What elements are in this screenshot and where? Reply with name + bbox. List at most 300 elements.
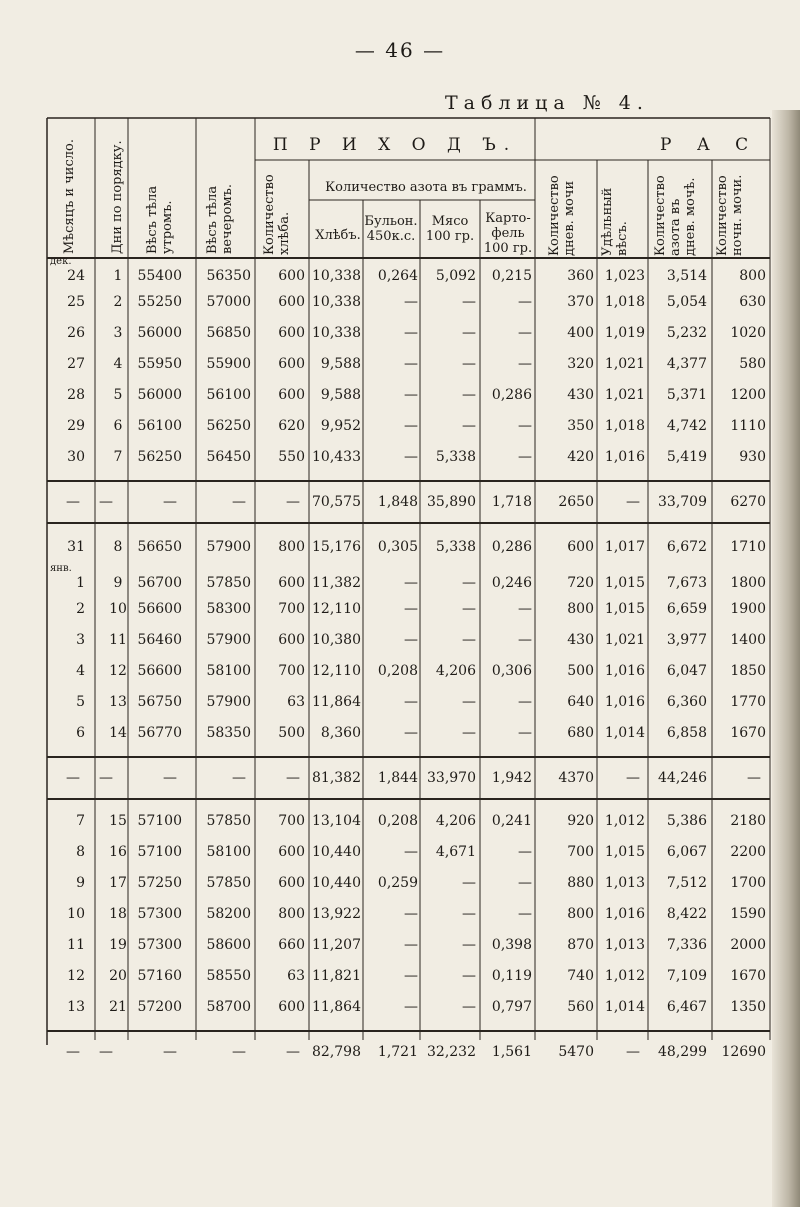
header-bread-qty: Количество хлѣба. [262,174,292,255]
cell-bread: 700 [278,601,305,617]
cell-potato: 0,286 [491,387,532,403]
cell-sg: 1,013 [604,937,645,953]
cell-broth: — [404,356,418,372]
cell-nu: 3,977 [666,632,707,648]
header-ras: Р А С [660,135,759,155]
month-label: янв. [50,563,72,574]
cell-night: 1670 [730,725,766,741]
cell-nu: 7,512 [666,875,707,891]
header-specific-gravity: Удѣльный вѣсъ. [600,187,630,256]
cell-broth: — [404,632,418,648]
cell-nu: 8,422 [666,906,707,922]
total-nu: 33,709 [658,494,707,510]
cell-bread: 700 [278,813,305,829]
cell-date: 24 [67,268,85,284]
cell-meat: — [462,999,476,1015]
cell-broth: — [404,449,418,465]
cell-bn: 9,588 [320,387,361,403]
total-meat: 32,232 [427,1044,476,1060]
cell-nu: 5,371 [666,387,707,403]
header-prikhod: П Р И Х О Д Ъ. [272,135,518,155]
cell-bn: 13,922 [312,906,361,922]
total-bread: — [286,770,300,786]
cell-bn: 11,864 [312,999,361,1015]
cell-bread: 600 [278,875,305,891]
cell-wm: 57200 [137,999,182,1015]
cell-potato: — [518,906,532,922]
cell-day: 20 [109,968,127,984]
total-potato: 1,718 [491,494,532,510]
cell-meat: — [462,294,476,310]
total-meat: 33,970 [427,770,476,786]
cell-date: 26 [67,325,85,341]
cell-meat: 5,338 [435,539,476,555]
cell-bn: 10,338 [312,325,361,341]
cell-wm: 57100 [137,844,182,860]
cell-bn: 10,380 [312,632,361,648]
total-we: — [232,494,246,510]
cell-potato: — [518,875,532,891]
cell-wm: 56600 [137,601,182,617]
total-wm: — [163,494,177,510]
cell-potato: 0,306 [491,663,532,679]
cell-night: 1020 [730,325,766,341]
cell-broth: — [404,387,418,403]
cell-sg: 1,012 [604,968,645,984]
cell-date: 2 [76,601,85,617]
cell-bread: 600 [278,387,305,403]
cell-bn: 10,440 [312,875,361,891]
cell-bread: 550 [278,449,305,465]
cell-meat: — [462,968,476,984]
cell-date: 5 [76,694,85,710]
cell-sg: 1,019 [604,325,645,341]
cell-bn: 12,110 [312,601,361,617]
total-bn: 81,382 [312,770,361,786]
cell-night: 580 [739,356,766,372]
cell-bn: 10,440 [312,844,361,860]
cell-we: 58700 [206,999,251,1015]
cell-wm: 56000 [137,325,182,341]
cell-nu: 6,672 [666,539,707,555]
cell-nu: 5,386 [666,813,707,829]
cell-day: 2 [113,294,123,310]
header-day-order: Дни по порядку. [110,140,125,254]
cell-urine: 430 [567,632,594,648]
cell-bn: 8,360 [320,725,361,741]
cell-wm: 56650 [137,539,182,555]
cell-potato: 0,398 [491,937,532,953]
cell-night: 1590 [730,906,766,922]
cell-day: 9 [113,575,123,591]
cell-sg: 1,016 [604,449,645,465]
cell-sg: 1,018 [604,294,645,310]
cell-potato: — [518,601,532,617]
page-number: — 46 — [354,38,446,62]
cell-date: 29 [67,418,85,434]
cell-bread: 63 [287,968,305,984]
cell-wm: 56770 [137,725,182,741]
cell-date: 7 [76,813,85,829]
cell-wm: 55250 [137,294,182,310]
cell-sg: 1,012 [604,813,645,829]
cell-potato: — [518,418,532,434]
cell-bread: 800 [278,539,305,555]
cell-potato: — [518,694,532,710]
cell-nu: 6,659 [666,601,707,617]
cell-potato: 0,246 [491,575,532,591]
cell-we: 56450 [206,449,251,465]
cell-wm: 56600 [137,663,182,679]
cell-bn: 9,952 [320,418,361,434]
cell-we: 56850 [206,325,251,341]
cell-night: 1670 [730,968,766,984]
cell-urine: 320 [567,356,594,372]
cell-night: 1110 [730,418,766,434]
cell-sg: 1,017 [604,539,645,555]
cell-date: 25 [67,294,85,310]
cell-meat: — [462,325,476,341]
cell-potato: 0,797 [491,999,532,1015]
cell-bread: 500 [278,725,305,741]
cell-nu: 6,360 [666,694,707,710]
cell-potato: 0,286 [491,539,532,555]
cell-broth: 0,305 [377,539,418,555]
cell-bread: 600 [278,268,305,284]
cell-urine: 870 [567,937,594,953]
cell-sg: 1,013 [604,875,645,891]
total-bn: 70,575 [312,494,361,510]
header-weight-morning: Вѣсъ тѣла утромъ. [145,185,175,254]
cell-bn: 10,433 [312,449,361,465]
total-sg: — [626,770,640,786]
cell-night: 1900 [730,601,766,617]
cell-day: 8 [113,539,123,555]
cell-we: 57850 [206,813,251,829]
cell-urine: 400 [567,325,594,341]
cell-broth: 0,208 [377,663,418,679]
cell-bread: 600 [278,632,305,648]
cell-nu: 7,673 [666,575,707,591]
cell-date: 1 [76,575,85,591]
total-potato: 1,942 [491,770,532,786]
cell-urine: 350 [567,418,594,434]
cell-bn: 11,821 [312,968,361,984]
cell-wm: 56100 [137,418,182,434]
cell-night: 1770 [730,694,766,710]
cell-we: 58100 [206,844,251,860]
cell-date: 30 [67,449,85,465]
cell-broth: — [404,575,418,591]
cell-broth: 0,259 [377,875,418,891]
cell-meat: — [462,694,476,710]
cell-nu: 5,419 [666,449,707,465]
cell-wm: 56750 [137,694,182,710]
cell-we: 58600 [206,937,251,953]
cell-we: 55900 [206,356,251,372]
cell-nu: 6,047 [666,663,707,679]
cell-bread: 63 [287,694,305,710]
cell-wm: 57300 [137,906,182,922]
cell-nu: 5,232 [666,325,707,341]
cell-day: 21 [109,999,127,1015]
cell-potato: 0,119 [491,968,532,984]
cell-meat: 5,092 [435,268,476,284]
cell-urine: 430 [567,387,594,403]
cell-bread: 700 [278,663,305,679]
total-bn: 82,798 [312,1044,361,1060]
cell-bn: 10,338 [312,294,361,310]
header-urine-day: Количество днев. мочи [547,175,577,256]
cell-nu: 3,514 [666,268,707,284]
cell-bn: 9,588 [320,356,361,372]
cell-broth: — [404,999,418,1015]
cell-potato: 0,241 [491,813,532,829]
cell-day: 6 [113,418,123,434]
cell-sg: 1,021 [604,356,645,372]
cell-we: 58200 [206,906,251,922]
cell-night: 1400 [730,632,766,648]
cell-meat: — [462,575,476,591]
cell-nu: 6,858 [666,725,707,741]
total-night: 12690 [721,1044,766,1060]
cell-wm: 56000 [137,387,182,403]
cell-bread: 800 [278,906,305,922]
cell-we: 58350 [206,725,251,741]
cell-urine: 600 [567,539,594,555]
cell-bread: 600 [278,356,305,372]
cell-day: 11 [109,632,127,648]
cell-we: 58300 [206,601,251,617]
cell-bn: 10,338 [312,268,361,284]
cell-sg: 1,023 [604,268,645,284]
cell-bn: 12,110 [312,663,361,679]
cell-we: 57900 [206,632,251,648]
total-wm: — [163,1044,177,1060]
total-date: — [66,1044,80,1060]
cell-date: 3 [76,632,85,648]
cell-night: 1710 [730,539,766,555]
cell-potato: — [518,294,532,310]
cell-we: 58550 [206,968,251,984]
total-we: — [232,1044,246,1060]
cell-urine: 800 [567,601,594,617]
cell-nu: 7,109 [666,968,707,984]
cell-urine: 360 [567,268,594,284]
header-nitrogen-group: Количество азота въ граммъ. [325,180,527,195]
cell-night: 2200 [730,844,766,860]
cell-day: 12 [109,663,127,679]
cell-sg: 1,015 [604,575,645,591]
cell-broth: — [404,418,418,434]
cell-day: 19 [109,937,127,953]
total-meat: 35,890 [427,494,476,510]
total-day: — [99,1044,113,1060]
cell-meat: — [462,601,476,617]
cell-potato: — [518,356,532,372]
cell-sg: 1,021 [604,387,645,403]
cell-urine: 880 [567,875,594,891]
cell-night: 2180 [730,813,766,829]
total-night: — [747,770,761,786]
cell-night: 630 [739,294,766,310]
cell-we: 57000 [206,294,251,310]
cell-we: 57850 [206,575,251,591]
cell-night: 1200 [730,387,766,403]
cell-meat: — [462,387,476,403]
cell-sg: 1,015 [604,844,645,860]
cell-night: 1850 [730,663,766,679]
cell-bn: 13,104 [312,813,361,829]
header-potato-n: Карто-фель 100 гр. [483,211,533,256]
total-nu: 48,299 [658,1044,707,1060]
cell-broth: — [404,601,418,617]
cell-wm: 56700 [137,575,182,591]
cell-broth: 0,264 [377,268,418,284]
cell-nu: 5,054 [666,294,707,310]
cell-date: 10 [67,906,85,922]
total-bread: — [286,1044,300,1060]
cell-broth: — [404,844,418,860]
cell-we: 57850 [206,875,251,891]
cell-date: 4 [76,663,85,679]
cell-day: 15 [109,813,127,829]
cell-broth: — [404,968,418,984]
total-day: — [99,494,113,510]
cell-urine: 700 [567,844,594,860]
cell-date: 27 [67,356,85,372]
cell-day: 10 [109,601,127,617]
header-broth-n: Бульон. 450к.с. [364,214,418,244]
cell-meat: 4,671 [435,844,476,860]
cell-sg: 1,016 [604,906,645,922]
cell-bn: 11,864 [312,694,361,710]
cell-day: 5 [113,387,123,403]
cell-meat: — [462,937,476,953]
cell-date: 6 [76,725,85,741]
cell-wm: 55950 [137,356,182,372]
page-edge-shadow [772,110,800,1207]
total-wm: — [163,770,177,786]
cell-urine: 800 [567,906,594,922]
total-sg: — [626,494,640,510]
total-urine: 2650 [558,494,594,510]
cell-potato: — [518,844,532,860]
cell-date: 11 [67,937,85,953]
cell-day: 14 [109,725,127,741]
cell-broth: 0,208 [377,813,418,829]
cell-bread: 660 [278,937,305,953]
cell-day: 4 [113,356,123,372]
cell-wm: 57160 [137,968,182,984]
cell-date: 9 [76,875,85,891]
cell-broth: — [404,725,418,741]
cell-bread: 600 [278,575,305,591]
total-bread: — [286,494,300,510]
total-date: — [66,494,80,510]
cell-meat: — [462,906,476,922]
cell-potato: — [518,325,532,341]
cell-urine: 420 [567,449,594,465]
cell-urine: 920 [567,813,594,829]
cell-urine: 500 [567,663,594,679]
cell-sg: 1,021 [604,632,645,648]
cell-day: 18 [109,906,127,922]
total-potato: 1,561 [491,1044,532,1060]
total-sg: — [626,1044,640,1060]
cell-day: 16 [109,844,127,860]
cell-sg: 1,015 [604,601,645,617]
cell-bread: 600 [278,999,305,1015]
cell-sg: 1,014 [604,999,645,1015]
total-night: 6270 [730,494,766,510]
cell-bread: 620 [278,418,305,434]
cell-we: 56100 [206,387,251,403]
cell-broth: — [404,325,418,341]
cell-we: 56350 [206,268,251,284]
cell-meat: 5,338 [435,449,476,465]
cell-bn: 11,382 [312,575,361,591]
cell-night: 1800 [730,575,766,591]
cell-urine: 640 [567,694,594,710]
cell-meat: 4,206 [435,813,476,829]
cell-date: 28 [67,387,85,403]
cell-urine: 370 [567,294,594,310]
cell-day: 3 [113,325,123,341]
total-nu: 44,246 [658,770,707,786]
total-date: — [66,770,80,786]
cell-wm: 56460 [137,632,182,648]
cell-day: 1 [113,268,123,284]
header-month-day: Мѣсяцъ и число. [62,139,77,254]
cell-bn: 15,176 [312,539,361,555]
cell-bn: 11,207 [312,937,361,953]
cell-broth: — [404,906,418,922]
cell-day: 17 [109,875,127,891]
cell-night: 800 [739,268,766,284]
cell-meat: — [462,725,476,741]
total-day: — [99,770,113,786]
cell-broth: — [404,294,418,310]
cell-day: 13 [109,694,127,710]
header-meat-n: Мясо 100 гр. [425,214,475,244]
cell-night: 930 [739,449,766,465]
cell-bread: 600 [278,325,305,341]
cell-meat: — [462,875,476,891]
cell-date: 8 [76,844,85,860]
cell-date: 13 [67,999,85,1015]
total-we: — [232,770,246,786]
cell-we: 57900 [206,539,251,555]
total-broth: 1,721 [377,1044,418,1060]
cell-broth: — [404,694,418,710]
cell-meat: — [462,356,476,372]
cell-sg: 1,016 [604,694,645,710]
cell-wm: 56250 [137,449,182,465]
cell-wm: 57250 [137,875,182,891]
header-weight-evening: Вѣсъ тѣла вечеромъ. [205,184,235,254]
cell-we: 57900 [206,694,251,710]
cell-we: 58100 [206,663,251,679]
total-urine: 4370 [558,770,594,786]
header-urine-night: Количество ночн. мочи. [715,174,745,256]
cell-potato: — [518,632,532,648]
cell-meat: — [462,418,476,434]
cell-nu: 7,336 [666,937,707,953]
cell-nu: 6,067 [666,844,707,860]
cell-meat: — [462,632,476,648]
cell-wm: 55400 [137,268,182,284]
